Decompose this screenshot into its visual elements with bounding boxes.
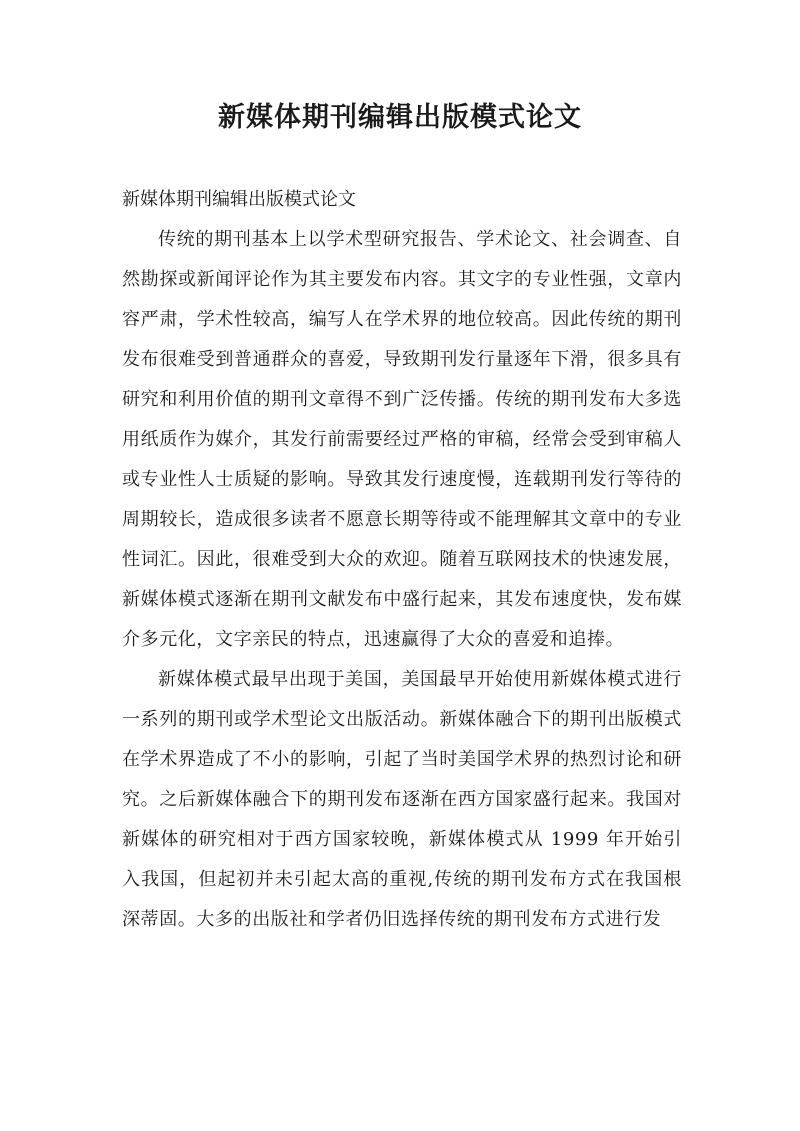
page-title: 新媒体期刊编辑出版模式论文 [218,102,582,133]
paragraph-2: 新媒体模式最早出现于美国，美国最早开始使用新媒体模式进行一系列的期刊或学术型论文出版活动。新媒体融合下的期刊出版模式在学术界造成了不小的影响，引起了当时美国学术界的热烈讨论和研究。之后新媒体融合下的期刊发布逐渐在西方国家盛行起来。我国对新媒体的研究相对于西方国家较晚，新媒体模式从 1999 年开始引入我国，但起初并未引起太高的重视,传统的期刊发布方式在我国根深蒂固。大多的出版社和学者仍旧选择传统的期刊发布方式进行发 [122,669,682,930]
document-subtitle: 新媒体期刊编辑出版模式论文 [122,189,356,210]
document-body [122,180,682,940]
paragraph-1: 传统的期刊基本上以学术型研究报告、学术论文、社会调查、自然勘探或新闻评论作为其主要发布内容。其文字的专业性强，文章内容严肃，学术性较高，编写人在学术界的地位较高。因此传统的期刊发布很难受到普通群众的喜爱，导致期刊发行量逐年下滑，很多具有研究和利用价值的期刊文章得不到广泛传播。传统的期刊发布大多选用纸质作为媒介，其发行前需要经过严格的审稿，经常会受到审稿人或专业性人士质疑的影响。导致其发行速度慢，连载期刊发行等待的周期较长，造成很多读者不愿意长期等待或不能理解其文章中的专业性词汇。因此，很难受到大众的欢迎。随着互联网技术的快速发展，新媒体模式逐渐在期刊文献发布中盛行起来，其发布速度快，发布媒介多元化，文字亲民的特点，迅速赢得了大众的喜爱和追捧。 [122,229,682,650]
